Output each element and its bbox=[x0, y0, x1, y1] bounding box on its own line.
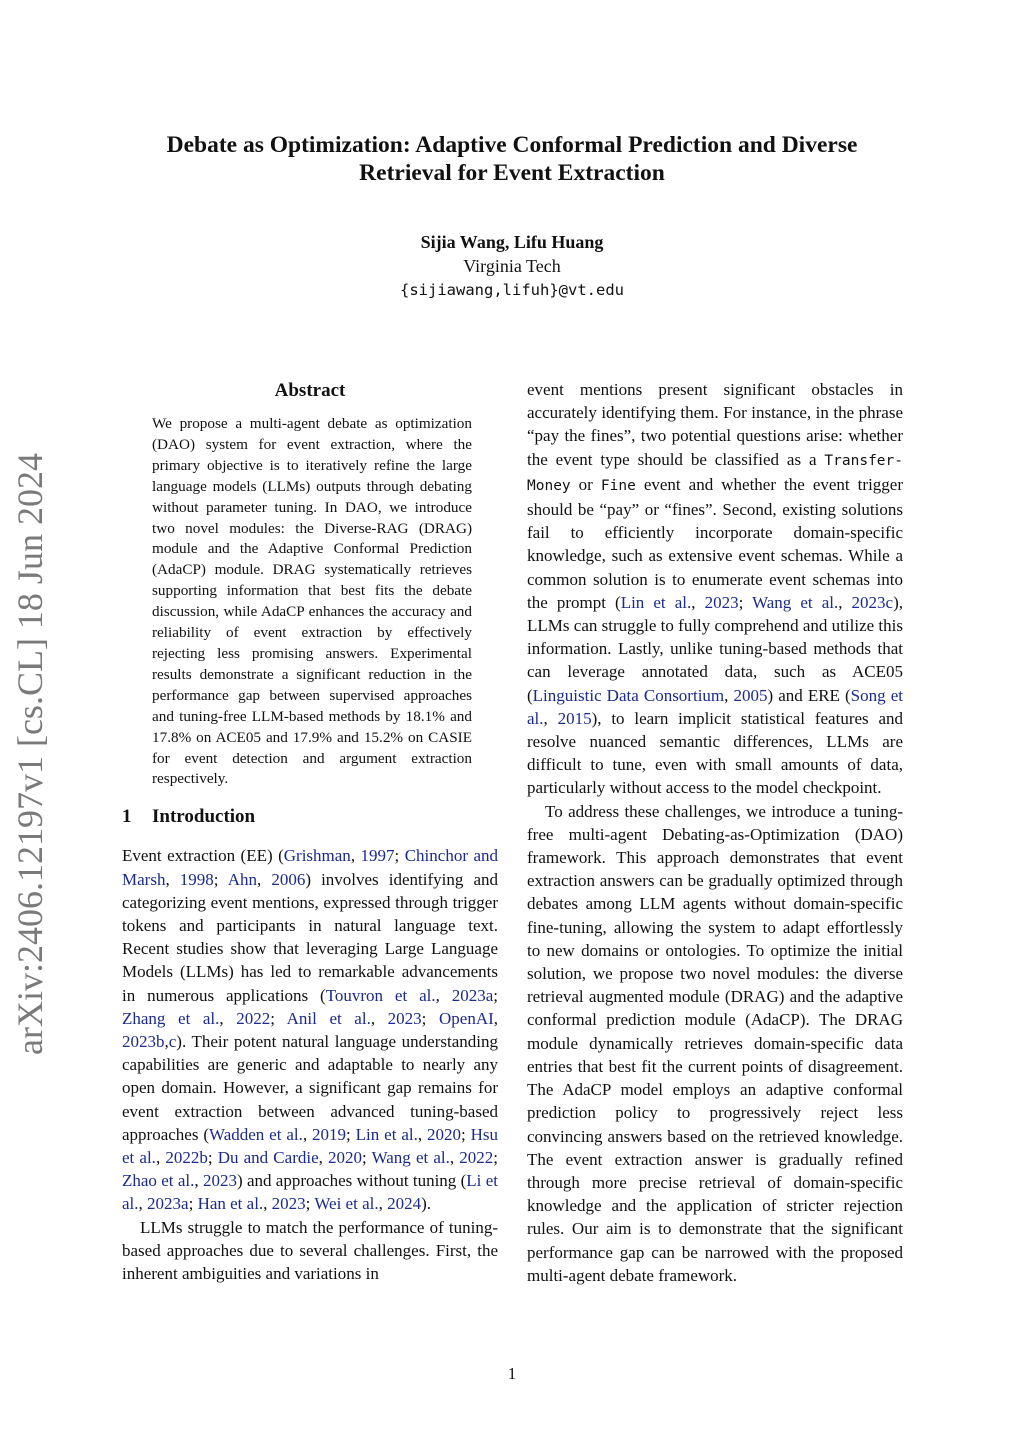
page-number: 1 bbox=[507, 1364, 517, 1383]
citation-link[interactable]: Du and Cardie bbox=[217, 1147, 319, 1167]
right-paragraph-2: To address these challenges, we introduce a tuning-free multi-agent Debating-as-Optimization (DAO) framework. This approach demonstrates that event extraction answers can be gradually optimized through debates among LLM agents without domain-specific fine-tuning, allowing the system to adapt effortlessly to new domains or ontologies. To optimize the initial solution, we propose two novel modules: the diverse retrieval augmented module (DRAG) and the adaptive conformal prediction module (AdaCP). The DRAG module dynamically retrieves domain-specific data entries that best fit the current points of disagreement. The AdaCP model employs an adaptive conformal prediction policy to progressively reject less convincing answers based on the retrieved knowledge. The event extraction answer is gradually refined through more precise retrieval of domain-specific knowledge and the application of stricter rejection rules. Our aim is to demonstrate that the significant performance gap can be narrowed with the proposed multi-agent debate framework. bbox=[527, 801, 903, 1285]
citation-link[interactable]: Wei et al. bbox=[314, 1194, 379, 1214]
citation-link[interactable]: Lin et al. bbox=[620, 592, 692, 612]
citation-link[interactable]: Chinchor and Marsh bbox=[122, 846, 498, 889]
citation-link[interactable]: 2023a bbox=[451, 985, 494, 1005]
citation-link[interactable]: 2005 bbox=[733, 685, 768, 705]
citation-link[interactable]: Han et al. bbox=[197, 1194, 264, 1214]
citation-link[interactable]: 2022b bbox=[165, 1147, 208, 1167]
section-heading-introduction bbox=[122, 804, 498, 830]
citation-link[interactable]: Touvron et al. bbox=[325, 985, 436, 1005]
author-names: Sijia Wang, Lifu Huang bbox=[420, 232, 604, 252]
citation-link[interactable]: 2022 bbox=[459, 1147, 494, 1167]
citation-link[interactable]: 2020 bbox=[427, 1124, 461, 1144]
title-line-1: Debate as Optimization: Adaptive Conformal Prediction and Diverse bbox=[166, 132, 858, 158]
citation-link[interactable]: 2006 bbox=[271, 869, 306, 889]
right-column bbox=[527, 378, 903, 1287]
citation-link[interactable]: Zhao et al. bbox=[122, 1171, 195, 1191]
citation-link[interactable]: Hsu et al. bbox=[122, 1124, 499, 1167]
affiliation: Virginia Tech bbox=[463, 256, 561, 276]
abstract-body: We propose a multi-agent debate as optimization (DAO) system for event extraction, where the primary objective is to iteratively refine the large language models (LLMs) outputs through debating without parameter tuning. In DAO, we introduce two novel modules: the Diverse-RAG (DRAG) module and the Adaptive Conformal Prediction (AdaCP) module. DRAG systematically retrieves supporting information that best fits the debate discussion, while AdaCP enhances the accuracy and reliability of event extraction by effectively rejecting less promising answers. Experimental results demonstrate a significant reduction in the performance gap between supervised approaches and tuning-free LLM-based methods by 18.1% and 17.8% on ACE05 and 17.9% and 15.2% on CASIE for event detection and argument extraction respectively. bbox=[152, 415, 472, 788]
citation-link[interactable]: 2022 bbox=[236, 1008, 271, 1028]
citation-link[interactable]: 2020 bbox=[328, 1147, 363, 1167]
event-type-code: Fine bbox=[600, 477, 636, 494]
citation-link[interactable]: 2023 bbox=[704, 592, 739, 612]
citation-link[interactable]: 2023a bbox=[147, 1194, 189, 1214]
event-type-code: Transfer-Money bbox=[527, 452, 903, 494]
right-paragraph-1: event mentions present significant obstacles in accurately identifying them. For instance, in the phrase “pay the fines”, two potential questions arise: whether the event type should be classified as a Transfer-Money or Fine event and whether the event trigger should be “pay” or “fines”. Second, existing solutions fail to efficiently incorporate domain-specific knowledge, such as extensive event schemas. While a common solution is to enumerate event schemas into the prompt (Lin et al., 2023; Wang et al., 2023c), LLMs can struggle to fully comprehend and utilize this information. Lastly, unlike tuning-based methods that can leverage annotated data, such as ACE05 (Linguistic Data Consortium, 2005) and ERE (Song et al., 2015), to learn implicit statistical features and resolve nuanced semantic differences, LLMs are difficult to tune, even with small amounts of data, particularly without access to the model checkpoint. bbox=[527, 380, 904, 798]
arxiv-identifier: arXiv:2406.12197v1 [cs.CL] 18 Jun 2024 bbox=[10, 453, 50, 1055]
left-column bbox=[122, 378, 498, 1285]
citation-link[interactable]: 2015 bbox=[557, 708, 592, 728]
citation-link[interactable]: OpenAI bbox=[439, 1008, 494, 1028]
citation-link[interactable]: Linguistic Data Consortium bbox=[532, 685, 725, 705]
citation-link[interactable]: 1998 bbox=[179, 869, 214, 889]
citation-link[interactable]: Lin et al. bbox=[355, 1124, 418, 1144]
citation-link[interactable]: Wang et al. bbox=[371, 1147, 450, 1167]
citation-link[interactable]: 2023 bbox=[271, 1194, 306, 1214]
section-number: 1 bbox=[122, 806, 132, 828]
intro-paragraph-1: Event extraction (EE) (Grishman, 1997; Chinchor and Marsh, 1998; Ahn, 2006) involves identifying and categorizing event mentions, expressed through trigger tokens and participants in natural language text. Recent studies show that leveraging Large Language Models (LLMs) has led to remarkable advancements in numerous applications (Touvron et al., 2023a; Zhang et al., 2022; Anil et al., 2023; OpenAI, 2023b,c). Their potent natural language understanding capabilities are generic and adaptable to nearly any open domain. However, a significant gap remains for event extraction between advanced tuning-based approaches (Wadden et al., 2019; Lin et al., 2020; Hsu et al., 2022b; Du and Cardie, 2020; Wang et al., 2022; Zhao et al., 2023) and approaches without tuning (Li et al., 2023a; Han et al., 2023; Wei et al., 2024). bbox=[122, 846, 499, 1214]
section-title: Introduction bbox=[152, 806, 256, 828]
citation-link[interactable]: 2023 bbox=[387, 1008, 422, 1028]
citation-link[interactable]: Song et al. bbox=[527, 685, 903, 728]
citation-link[interactable]: Wadden et al. bbox=[209, 1124, 303, 1144]
citation-link[interactable]: Ahn bbox=[227, 869, 257, 889]
citation-link[interactable]: Anil et al. bbox=[286, 1008, 371, 1028]
author-email: {sijiawang,lifuh}@vt.edu bbox=[400, 281, 624, 299]
citation-link[interactable]: 1997 bbox=[360, 846, 395, 866]
citation-link[interactable]: Li et al. bbox=[122, 1171, 498, 1214]
citation-link[interactable]: 2024 bbox=[387, 1194, 422, 1214]
citation-link[interactable]: 2023c bbox=[851, 592, 894, 612]
citation-link[interactable]: Zhang et al. bbox=[122, 1008, 220, 1028]
citation-link[interactable]: 2023b bbox=[122, 1031, 165, 1051]
intro-paragraph-2: LLMs struggle to match the performance of tuning-based approaches due to several challenges. First, the inherent ambiguities and variations in bbox=[122, 1217, 498, 1283]
title-line-2: Retrieval for Event Extraction bbox=[359, 160, 665, 186]
author-block bbox=[112, 230, 912, 302]
citation-link[interactable]: Grishman bbox=[283, 846, 351, 866]
citation-link[interactable]: 2019 bbox=[312, 1124, 347, 1144]
citation-link[interactable]: Wang et al. bbox=[752, 592, 839, 612]
paper-title bbox=[112, 131, 912, 187]
citation-link[interactable]: c bbox=[168, 1031, 177, 1051]
citation-link[interactable]: 2023 bbox=[202, 1171, 237, 1191]
abstract-heading: Abstract bbox=[274, 380, 346, 401]
